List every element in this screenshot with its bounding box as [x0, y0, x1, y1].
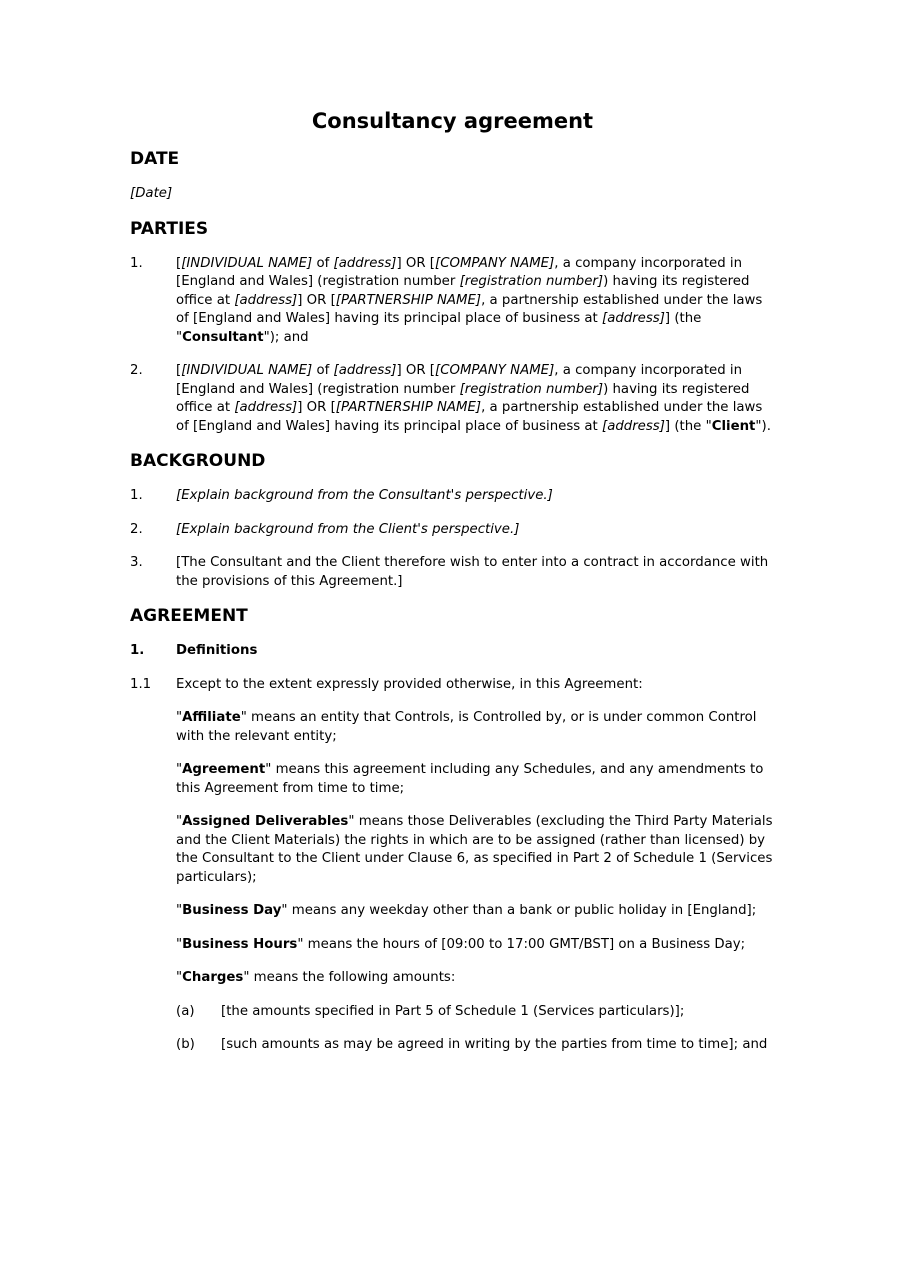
text-run: Agreement [182, 762, 266, 777]
text-run: " means those Deliverables (excluding the Third Party Materials and the Client Materials) the rights in which are to be assigned (rather than licensed) by the Consultant to the Client under Clause 6, as specified in Part 2 of Schedule 1 (Services particulars); [176, 814, 773, 885]
text-run: [Explain background from the Consultant's perspective.] [176, 488, 553, 503]
list-item [176, 1036, 775, 1055]
list-item-text [221, 1036, 775, 1055]
definition-paragraph [176, 709, 775, 746]
list-item-text [176, 676, 775, 695]
text-run: [address] [602, 418, 665, 434]
section-heading-parties: PARTIES [130, 218, 209, 239]
list-item [130, 642, 775, 661]
text-run: ] (the " [664, 418, 712, 434]
text-run: " means this agreement including any Schedules, and any amendments to this Agreement from time to time; [176, 762, 764, 796]
list-item-text [176, 554, 775, 591]
list-marker: 1. [130, 643, 145, 658]
text-run: [ [176, 255, 182, 271]
text-run: [registration number] [459, 274, 604, 289]
text-run: " means any weekday other than a bank or public holiday in [England]; [281, 903, 757, 918]
section-heading-date: DATE [130, 149, 180, 169]
text-run: , a partnership established under the laws of [England and Wales] having its principal place of business at [176, 400, 763, 434]
text-run: , a company incorporated in [England and Wales] (registration number [176, 255, 743, 289]
definition-paragraph [176, 761, 775, 798]
list-item [130, 554, 775, 591]
text-run: " [176, 814, 183, 829]
text-run: [address] [234, 292, 298, 308]
definition-paragraph [176, 813, 775, 887]
list-marker: 2. [130, 363, 143, 378]
text-run: Business Hours [182, 936, 298, 952]
list-item [130, 521, 775, 540]
text-run: [INDIVIDUAL NAME] [181, 255, 313, 271]
text-run: Charges [182, 970, 244, 985]
text-run: [address] [333, 363, 397, 378]
text-run: of [312, 363, 334, 378]
list-marker: 1. [130, 255, 143, 271]
text-run: Business Day [182, 903, 282, 918]
list-item [130, 255, 775, 348]
definition-paragraph [176, 936, 775, 955]
list-item [130, 487, 775, 506]
list-marker: 2. [130, 521, 143, 537]
text-run: " [176, 936, 183, 952]
text-run: " [176, 903, 183, 918]
text-run: " [176, 762, 183, 777]
text-run: " [176, 970, 183, 985]
text-run: [COMPANY NAME] [435, 363, 555, 378]
list-item-text [176, 521, 775, 540]
document-title: Consultancy agreement [311, 109, 594, 133]
text-run: [The Consultant and the Client therefore wish to enter into a contract in accordance with the provisions of this Agreement.] [176, 555, 769, 589]
text-run: [ [176, 363, 182, 378]
text-run: "); and [263, 329, 309, 345]
text-run: ) having its registered office at [176, 381, 750, 415]
text-run: ] OR [ [396, 363, 435, 378]
text-run: " means an entity that Controls, is Controlled by, or is under common Control with the relevant entity; [176, 710, 757, 744]
text-run: of [312, 255, 334, 271]
text-run: [address] [234, 400, 298, 415]
text-run: [INDIVIDUAL NAME] [181, 363, 313, 378]
text-run: [address] [602, 311, 665, 326]
text-run: [PARTNERSHIP NAME] [335, 400, 482, 415]
text-run: ] OR [ [297, 292, 336, 308]
text-run: ] OR [ [396, 255, 435, 271]
text-run: "). [755, 418, 771, 434]
text-run: [the amounts specified in Part 5 of Schedule 1 (Services particulars)]; [221, 1003, 685, 1019]
list-marker: 1. [130, 488, 143, 503]
text-run: Assigned Deliverables [182, 814, 349, 829]
text-run: [PARTNERSHIP NAME] [335, 292, 482, 308]
text-run: [Explain background from the Client's perspective.] [176, 521, 520, 537]
text-run: [such amounts as may be agreed in writing by the parties from time to time]; and [221, 1037, 768, 1052]
list-item-text [176, 362, 775, 436]
definition-paragraph [176, 902, 775, 921]
text-run: " means the hours of [09:00 to 17:00 GMT/BST] on a Business Day; [297, 936, 746, 952]
list-item-text [176, 255, 775, 348]
text-run: [registration number] [459, 381, 604, 397]
paragraph [130, 185, 775, 204]
list-marker: 1.1 [130, 676, 152, 692]
list-item-text [176, 642, 775, 661]
text-run: " [176, 710, 183, 725]
list-item [130, 362, 775, 436]
list-marker: 3. [130, 555, 143, 570]
text-run: [Date] [130, 186, 173, 201]
list-item [176, 1003, 775, 1022]
text-run: Definitions [176, 643, 258, 658]
text-run: Client [711, 418, 756, 434]
document-body [130, 149, 775, 1055]
text-run: [COMPANY NAME] [435, 255, 555, 271]
section-heading-agreement: AGREEMENT [130, 606, 248, 626]
list-item-text [221, 1003, 775, 1022]
section-heading-background: BACKGROUND [130, 451, 266, 471]
text-run: ) having its registered office at [176, 274, 750, 308]
text-run: , a company incorporated in [England and Wales] (registration number [176, 363, 743, 397]
text-run: ] OR [ [297, 400, 336, 415]
text-run: Affiliate [182, 710, 241, 725]
text-run: Except to the extent expressly provided otherwise, in this Agreement: [176, 676, 643, 692]
text-run: , a partnership established under the laws of [England and Wales] having its principal place of business at [176, 292, 763, 326]
list-marker: (b) [176, 1037, 195, 1052]
text-run: ] (the " [176, 311, 702, 345]
text-run: " means the following amounts: [243, 970, 456, 985]
list-marker: (a) [176, 1003, 195, 1019]
list-item-text [176, 487, 775, 506]
text-run: Consultant [182, 329, 264, 345]
list-item [130, 676, 775, 695]
text-run: [address] [333, 255, 397, 271]
definition-paragraph [176, 969, 775, 988]
